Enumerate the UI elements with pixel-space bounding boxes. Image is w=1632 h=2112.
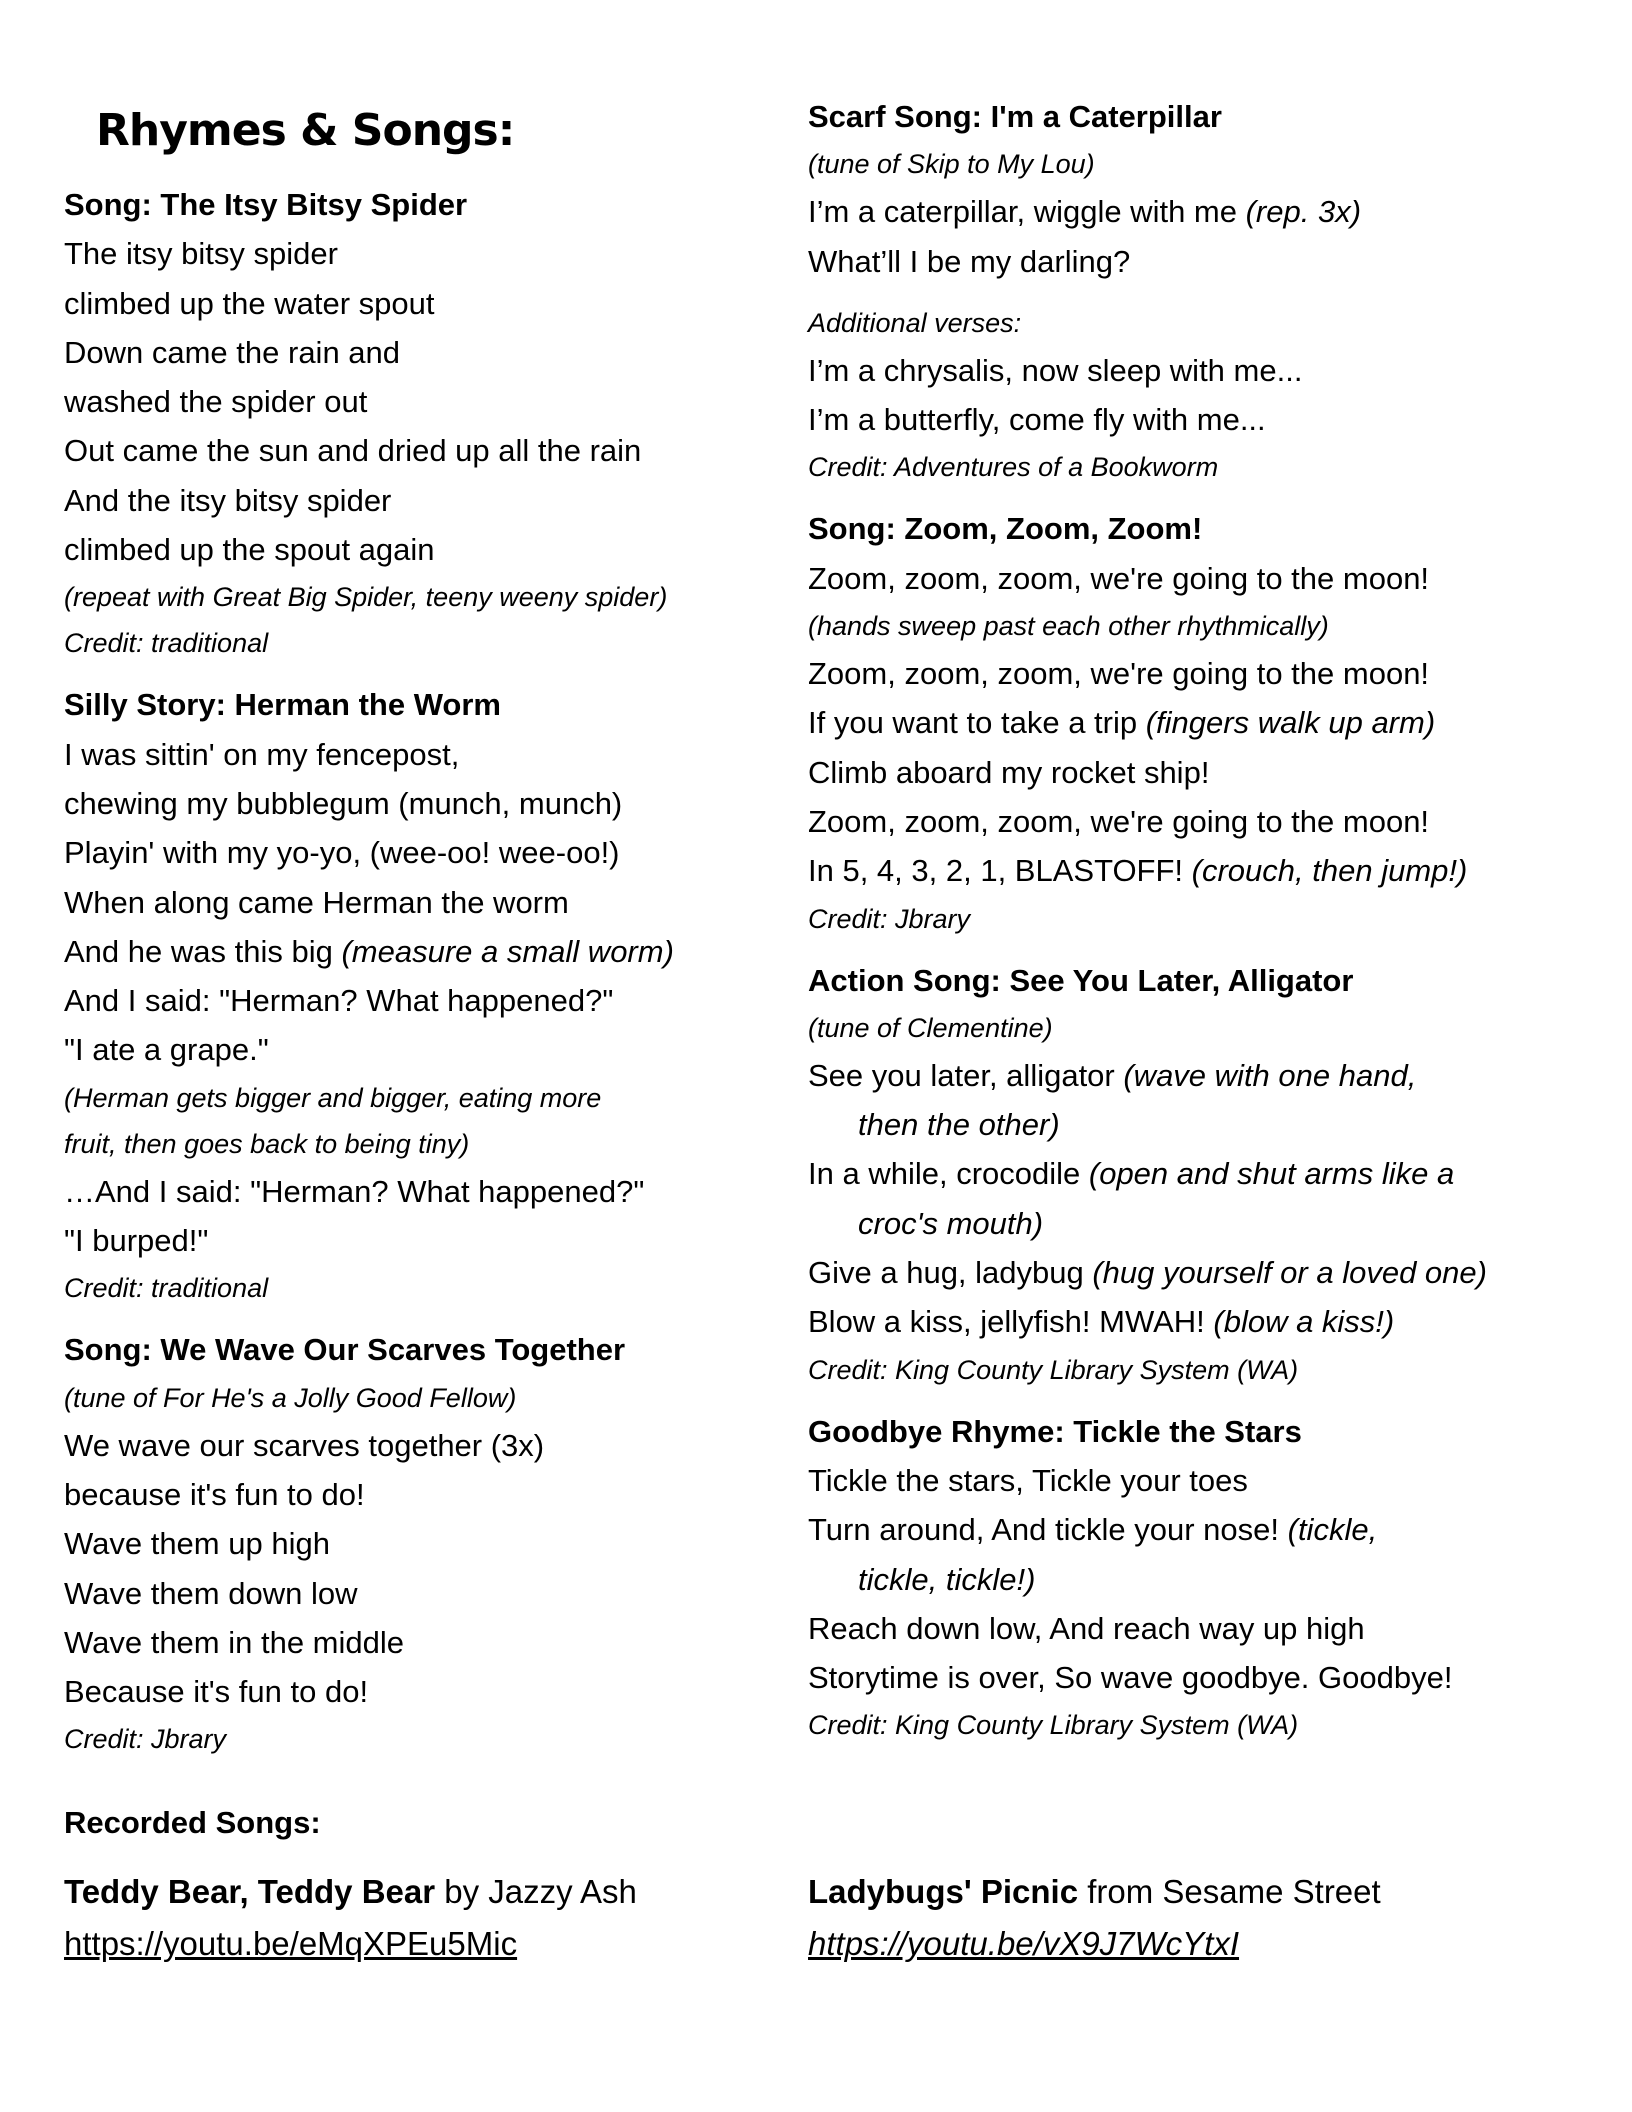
song-artist: from Sesame Street [1078,1873,1381,1910]
action-note: (rep. 3x) [1245,194,1362,230]
line-text: Credit: Jbrary [808,903,971,934]
line-text: Scarf Song: I'm a Caterpillar [808,99,1222,134]
line-text: fruit, then goes back to being tiny) [64,1128,470,1159]
line-text: And I said: "Herman? What happened?" [64,983,614,1019]
lyric-line [64,476,824,525]
section-heading [808,92,1608,141]
section-heading [64,680,824,729]
line-text: Playin' with my yo-yo, (wee-oo! wee-oo!) [64,835,620,871]
lyric-line [808,554,1608,603]
line-text: Zoom, zoom, zoom, we're going to the moon! [808,560,1430,596]
lyric-line [808,187,1608,236]
note-line [64,1265,824,1311]
lyric-line [64,1167,824,1216]
line-text: Wave them down low [64,1575,358,1611]
action-note: (wave with one hand, [1123,1057,1417,1093]
note-line [808,896,1608,942]
lyric-line [808,1505,1608,1554]
recorded-songs-heading: Recorded Songs: [64,1805,321,1840]
lyric-line [64,1216,824,1265]
lyric-line [808,237,1608,286]
song-link[interactable]: https://youtu.be/vX9J7WcYtxI [808,1925,1240,1962]
action-note: tickle, tickle!) [858,1561,1036,1597]
line-text: In a while, crocodile [808,1156,1089,1192]
lyric-line [808,1051,1608,1100]
lyric-line [64,878,824,927]
lyric-line [808,1555,1608,1604]
lyric-line [808,1248,1608,1297]
lyric-line [808,395,1608,444]
line-text: Additional verses: [808,307,1022,338]
action-note: (measure a small worm) [341,933,674,969]
lyric-line [64,377,824,426]
action-note: (crouch, then jump!) [1191,853,1468,889]
line-text: Tickle the stars, Tickle your toes [808,1462,1248,1498]
lyric-line [808,1149,1608,1198]
line-text: And he was this big [64,933,342,969]
action-note: (fingers walk up arm) [1145,705,1436,741]
line-text: "I ate a grape." [64,1032,269,1068]
line-text: Song: Zoom, Zoom, Zoom! [808,511,1203,547]
note-line [808,141,1608,187]
recorded-song-2 [808,1866,1381,1970]
lyric-line [64,1421,824,1470]
line-text: Wave them in the middle [64,1624,405,1660]
line-text: Credit: Adventures of a Bookworm [808,452,1219,483]
line-text: If you want to take a trip [808,705,1146,741]
section-heading [808,1407,1608,1456]
section-heading [64,180,824,229]
lyric-line [64,1667,824,1716]
lyric-line [64,828,824,877]
line-text: Turn around, And tickle your nose! [808,1512,1288,1548]
song-section [808,956,1608,1393]
note-line [808,603,1608,649]
line-text: Zoom, zoom, zoom, we're going to the moon! [808,803,1430,839]
note-line [808,1347,1608,1393]
lyric-line [64,976,824,1025]
note-line [808,444,1608,490]
song-artist: by Jazzy Ash [435,1873,637,1910]
note-line [64,1121,824,1167]
section-heading [808,956,1608,1005]
song-section [64,1325,824,1762]
lyric-line [808,1100,1608,1149]
lyric-line [808,846,1608,895]
line-text: because it's fun to do! [64,1476,365,1512]
line-text: Because it's fun to do! [64,1674,369,1710]
line-text: "I burped!" [64,1223,209,1259]
lyric-line [64,525,824,574]
line-text: I’m a caterpillar, wiggle with me [808,194,1246,230]
action-note: then the other) [858,1107,1060,1143]
lyric-line [64,1470,824,1519]
right-column [808,92,1608,1762]
line-text: Credit: King County Library System (WA) [808,1710,1299,1741]
song-title: Teddy Bear, Teddy Bear [64,1873,436,1910]
song-section [808,504,1608,941]
note-line [808,300,1608,346]
lyric-line [64,229,824,278]
line-text: See you later, alligator [808,1057,1124,1093]
line-text: (tune of Clementine) [808,1012,1053,1043]
lyric-line [64,779,824,828]
section-heading [808,504,1608,553]
action-note: croc's mouth) [858,1205,1044,1241]
lyric-line [808,1297,1608,1346]
lyric-line [64,279,824,328]
line-text: Zoom, zoom, zoom, we're going to the moon! [808,656,1430,692]
line-text: (repeat with Great Big Spider, teeny weeny spider) [64,582,668,613]
lyric-line [808,797,1608,846]
line-text: Give a hug, ladybug [808,1255,1093,1291]
note-line [64,1375,824,1421]
line-text: Silly Story: Herman the Worm [64,687,501,723]
line-text: We wave our scarves together (3x) [64,1427,545,1463]
line-text: Climb aboard my rocket ship! [808,754,1210,790]
line-text: (tune of For He's a Jolly Good Fellow) [64,1382,517,1413]
lyric-line [64,328,824,377]
line-text: Blow a kiss, jellyfish! MWAH! [808,1304,1214,1340]
lyric-line [64,1618,824,1667]
lyric-line [808,649,1608,698]
song-link[interactable]: https://youtu.be/eMqXPEu5Mic [64,1925,518,1962]
song-section [808,1407,1608,1749]
line-text: Song: The Itsy Bitsy Spider [64,187,468,222]
line-text: washed the spider out [64,384,368,420]
note-line [64,620,824,666]
song-title: Ladybugs' Picnic [808,1873,1079,1910]
song-section [64,680,824,1311]
line-text: And the itsy bitsy spider [64,482,392,518]
page-title: Rhymes & Songs: [96,105,515,156]
note-line [808,1702,1608,1748]
lyric-line [64,1569,824,1618]
line-text: climbed up the water spout [64,285,435,321]
line-text: Credit: traditional [64,1273,269,1304]
line-text: Wave them up high [64,1526,330,1562]
line-text: chewing my bubblegum (munch, munch) [64,785,623,821]
action-note: (hug yourself or a loved one) [1092,1255,1487,1291]
line-text: Credit: King County Library System (WA) [808,1354,1299,1385]
left-column [64,180,824,1776]
lyric-line [808,1604,1608,1653]
line-text: I was sittin' on my fencepost, [64,736,460,772]
lyric-line [64,426,824,475]
line-text: Reach down low, And reach way up high [808,1610,1365,1646]
line-text: Goodbye Rhyme: Tickle the Stars [808,1413,1302,1449]
line-text: The itsy bitsy spider [64,236,338,272]
line-text: Down came the rain and [64,334,401,370]
action-note: (open and shut arms like a [1088,1156,1455,1192]
line-text: Storytime is over, So wave goodbye. Goodbye! [808,1660,1453,1696]
line-text: In 5, 4, 3, 2, 1, BLASTOFF! [808,853,1192,889]
lyric-line [64,927,824,976]
lyric-line [808,346,1608,395]
lyric-line [808,1199,1608,1248]
line-text: I’m a chrysalis, now sleep with me... [808,352,1303,388]
line-text: Credit: Jbrary [64,1724,227,1755]
line-text: …And I said: "Herman? What happened?" [64,1173,645,1209]
song-section [64,180,824,666]
note-line [64,1716,824,1762]
lyric-line [64,1519,824,1568]
lyric-line [808,1456,1608,1505]
lyric-line [808,1653,1608,1702]
lyric-line [808,698,1608,747]
lyric-line [64,730,824,779]
line-text: When along came Herman the worm [64,884,569,920]
action-note: (tickle, [1287,1512,1378,1548]
line-text: Song: We Wave Our Scarves Together [64,1332,626,1368]
line-text: Action Song: See You Later, Alligator [808,962,1354,998]
line-text: climbed up the spout again [64,532,435,568]
note-line [64,1075,824,1121]
song-section [808,92,1608,286]
action-note: (blow a kiss!) [1213,1304,1395,1340]
line-text: (tune of Skip to My Lou) [808,149,1095,180]
line-text: (hands sweep past each other rhythmically) [808,611,1329,642]
section-heading [64,1325,824,1374]
line-text: Credit: traditional [64,628,269,659]
lyric-line [64,1025,824,1074]
note-line [808,1005,1608,1051]
line-text: (Herman gets bigger and bigger, eating more [64,1082,602,1113]
song-section [808,300,1608,491]
line-text: What’ll I be my darling? [808,243,1131,279]
lyric-line [808,748,1608,797]
line-text: I’m a butterfly, come fly with me... [808,402,1266,438]
recorded-song-1 [64,1866,637,1970]
note-line [64,574,824,620]
line-text: Out came the sun and dried up all the rain [64,433,642,469]
